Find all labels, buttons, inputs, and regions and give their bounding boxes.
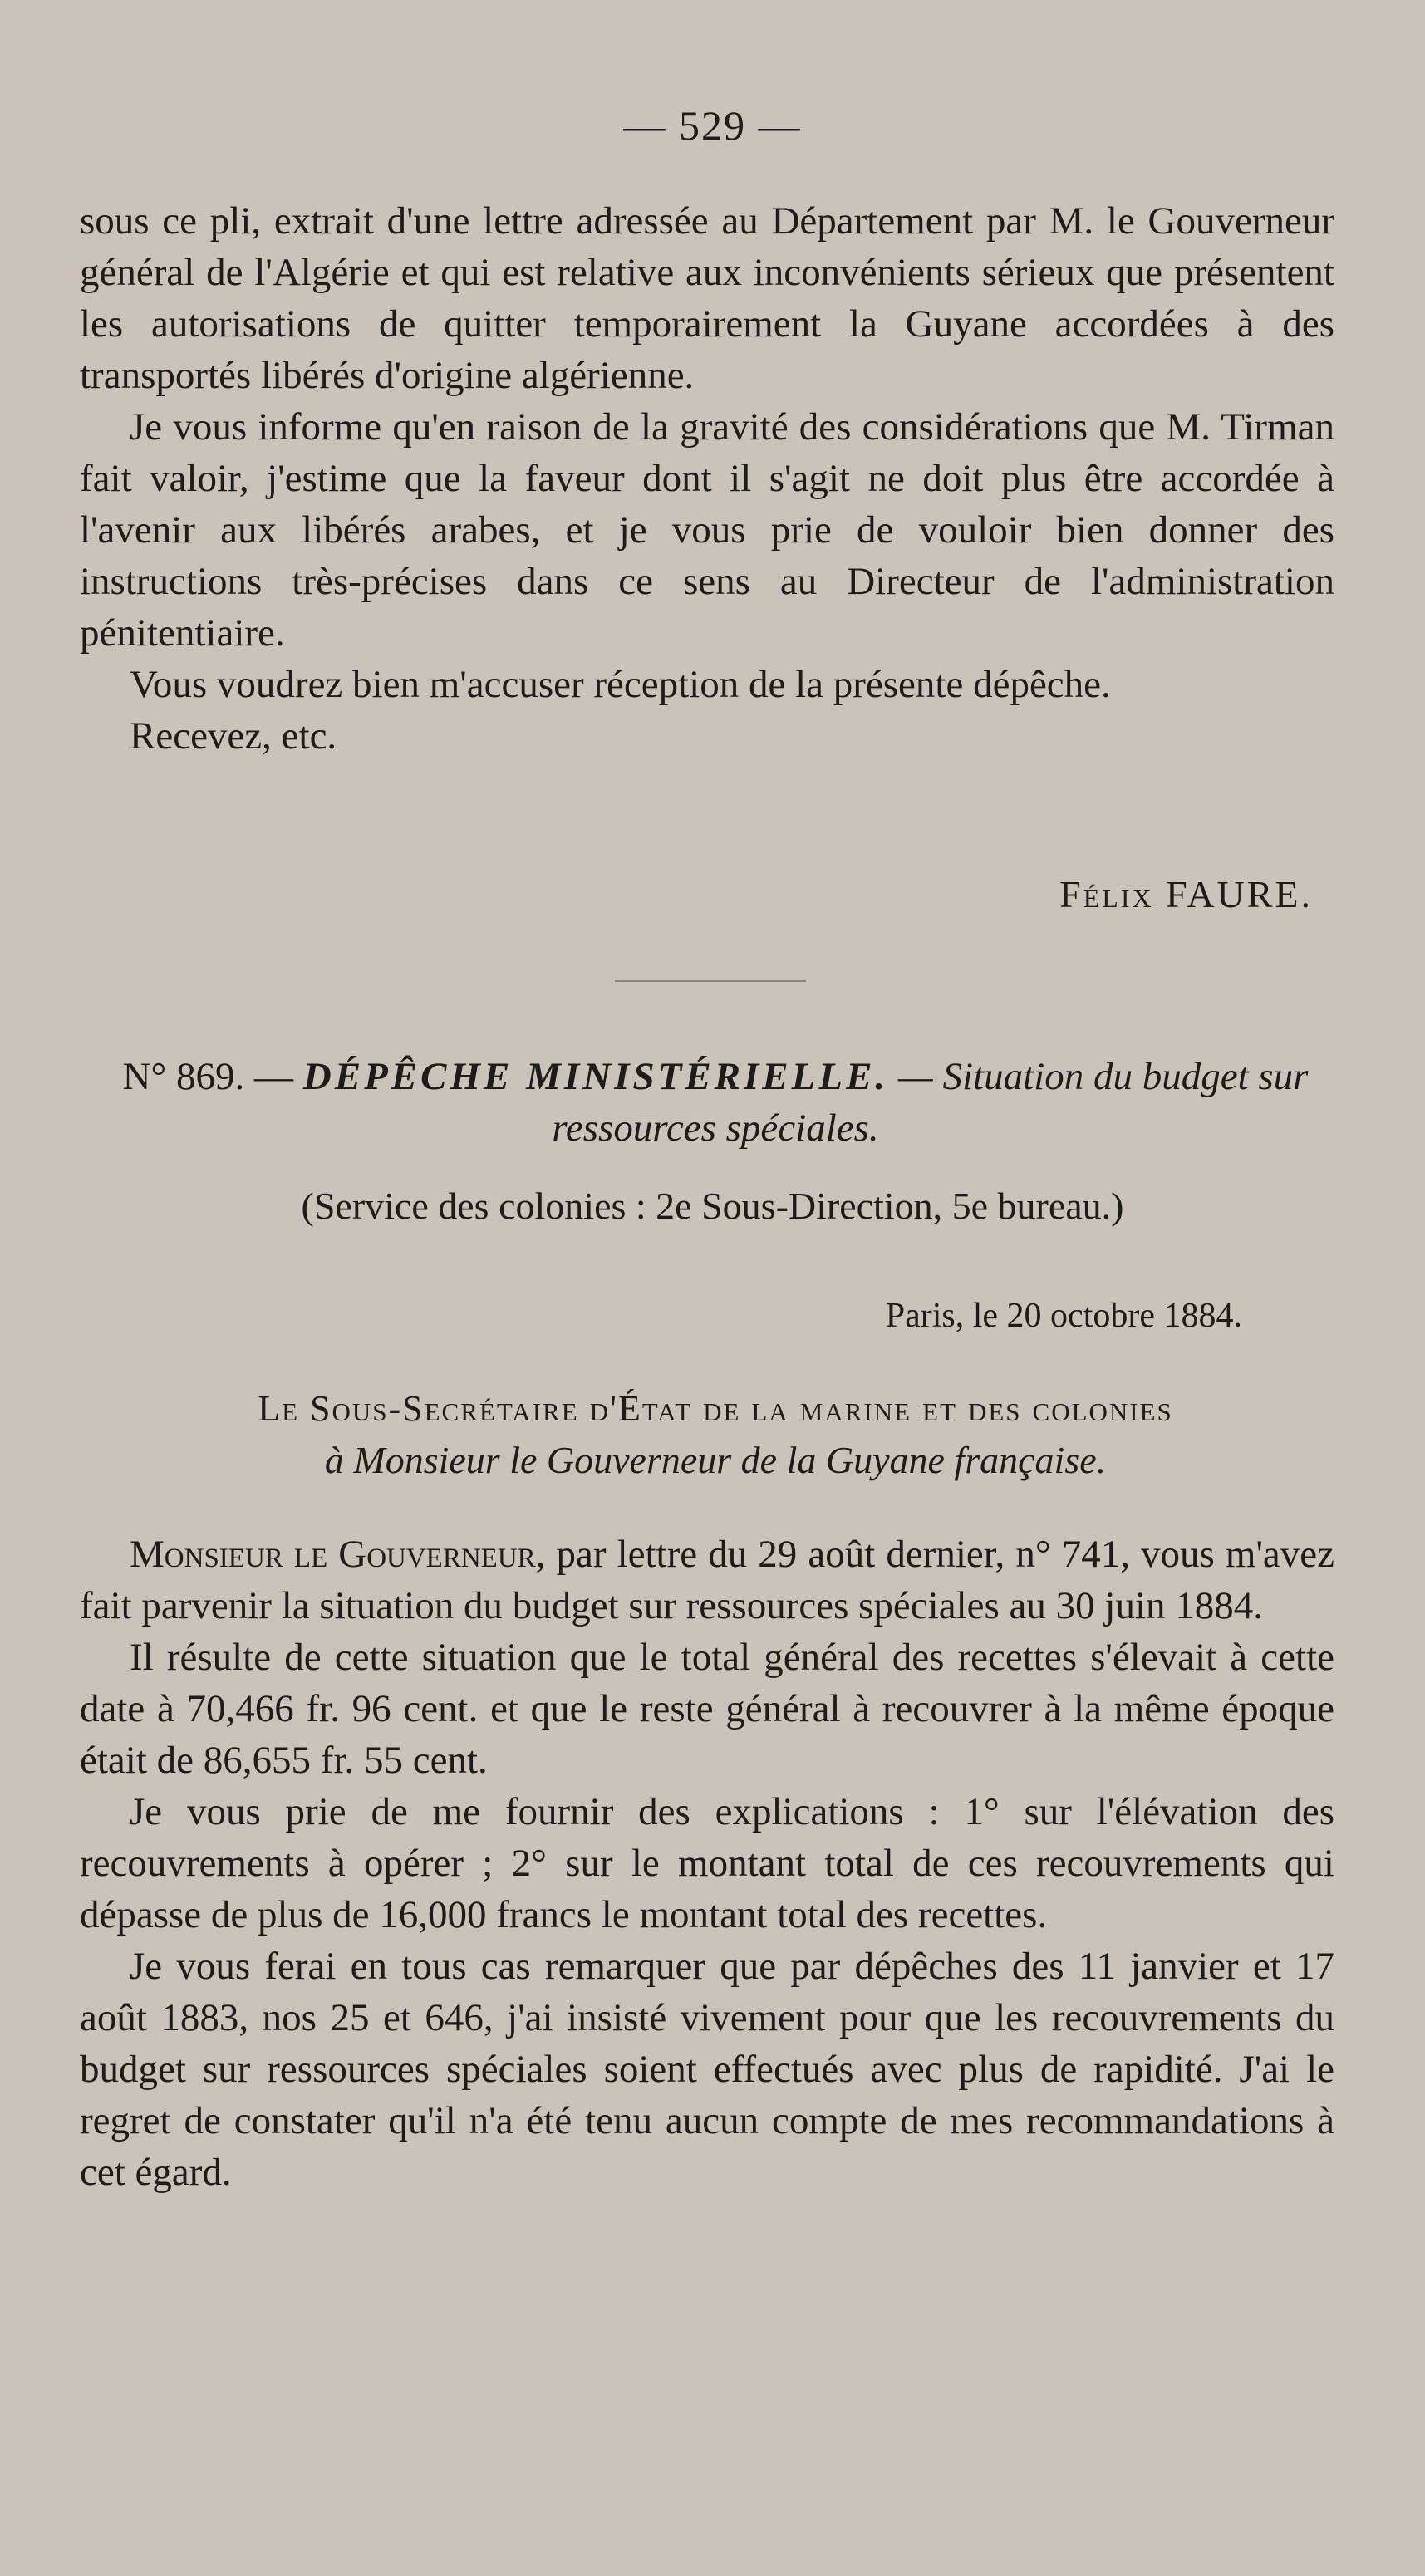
page-number: — 529 — — [623, 102, 802, 149]
paragraph: Je vous prie de me fournir des explications : 1° sur l'élévation des recouvrements à opérer ; 2° sur le montant total de ces recouvrements qui dépasse de plus de 16,000 francs le montant total des recettes. — [80, 1790, 1334, 1936]
section-divider — [615, 980, 806, 982]
paragraph — [80, 1528, 1334, 1631]
paragraph: Je vous informe qu'en raison de la gravité des considérations que M. Tirman fait valoir, j'estime que la faveur dont il s'agit ne doit plus être accordée à l'avenir aux libérés arabes, et je vous prie de vouloir bien donner des instructions très-précises dans ce sens au Directeur de l'administration pénitentiaire. — [80, 405, 1334, 655]
letter-body — [80, 1528, 1334, 2198]
closing-formula: Recevez, etc. — [130, 714, 337, 758]
paragraph-text: par lettre du 29 août dernier, n° 741, vous m'avez fait parvenir la situation du budget sur ressources spéciales au 30 juin 1884. — [80, 1533, 1334, 1627]
letter-continuation — [80, 195, 1334, 762]
document-title: DÉPÊCHE MINISTÉRIELLE. — [302, 1055, 889, 1098]
paragraph: Il résulte de cette situation que le total général des recettes s'élevait à cette date à 70,466 fr. 96 cent. et que le reste général à recouvrer à la même époque était de 86,655 fr. 55 cent. — [80, 1636, 1334, 1782]
salutation: Monsieur le Gouverneur, — [130, 1533, 546, 1576]
recipient-line: à Monsieur le Gouverneur de la Guyane française. — [324, 1439, 1107, 1481]
sender-line: Le Sous-Secrétaire d'État de la marine et des colonies — [258, 1388, 1173, 1429]
paragraph: Je vous ferai en tous cas remarquer que par dépêches des 11 janvier et 17 août 1883, nos 25 et 646, j'ai insisté vivement pour que les recouvrements du budget sur ressources spéciales soient effectués avec plus de rapidité. J'ai le regret de constater qu'il n'a été tenu aucun compte de mes recommandations à cet égard. — [80, 1945, 1334, 2194]
document-number: N° 869. — — [122, 1055, 303, 1098]
address-block — [80, 1383, 1351, 1486]
document-subtitle: — Situation du budget sur ressources spéciales. — [552, 1055, 1309, 1150]
signature-name: Félix FAURE. — [1059, 873, 1313, 915]
service-line: (Service des colonies : 2e Sous-Direction, 5e bureau.) — [301, 1185, 1124, 1227]
paragraph: Vous voudrez bien m'accuser réception de la présente dépêche. — [130, 663, 1111, 706]
dateline: Paris, le 20 octobre 1884. — [885, 1297, 1242, 1335]
document-heading — [80, 1051, 1351, 1154]
signature — [0, 872, 1313, 916]
paragraph: sous ce pli, extrait d'une lettre adressée au Département par M. le Gouverneur général de l'Algérie et qui est relative aux inconvénients sérieux que présentent les autorisations de quitter temporairement la Guyane accordées à des transportés libérés d'origine algérienne. — [80, 199, 1334, 397]
